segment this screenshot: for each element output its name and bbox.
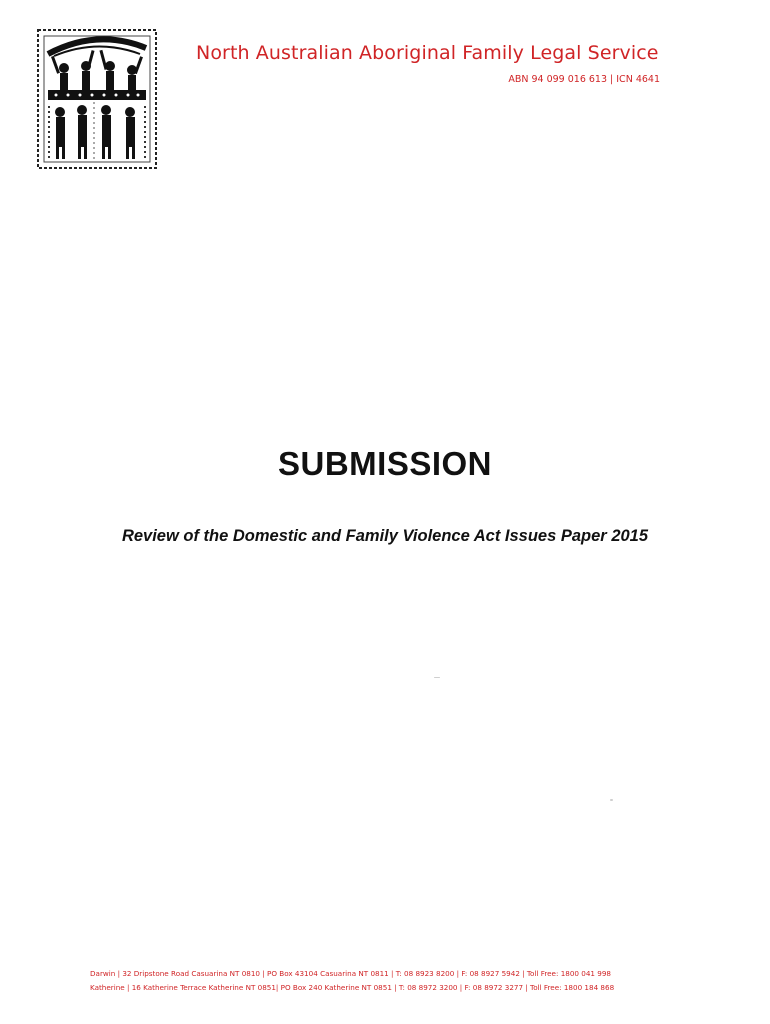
community-figures-logo (34, 26, 160, 172)
scan-speck (434, 677, 440, 678)
footer-katherine-office: Katherine | 16 Katherine Terrace Katherine NT 0851| PO Box 240 Katherine NT 0851 | T: 08 8972 3200 | F: 08 8972 3277 | Toll Free: 1800 184 868 (90, 983, 615, 992)
organization-registration: ABN 94 099 016 613 | ICN 4641 (508, 74, 660, 85)
footer-darwin-office: Darwin | 32 Dripstone Road Casuarina NT 0810 | PO Box 43104 Casuarina NT 0811 | T: 08 8923 8200 | F: 08 8927 5942 | Toll Free: 1800 041 998 (90, 969, 611, 978)
document-subtitle: Review of the Domestic and Family Violence Act Issues Paper 2015 (121, 527, 649, 545)
logo-artwork (34, 26, 160, 172)
scan-speck (610, 799, 613, 801)
document-title: SUBMISSION (277, 445, 493, 482)
organization-name: North Australian Aboriginal Family Legal Service (196, 42, 659, 64)
footer-contact-details (90, 967, 726, 995)
